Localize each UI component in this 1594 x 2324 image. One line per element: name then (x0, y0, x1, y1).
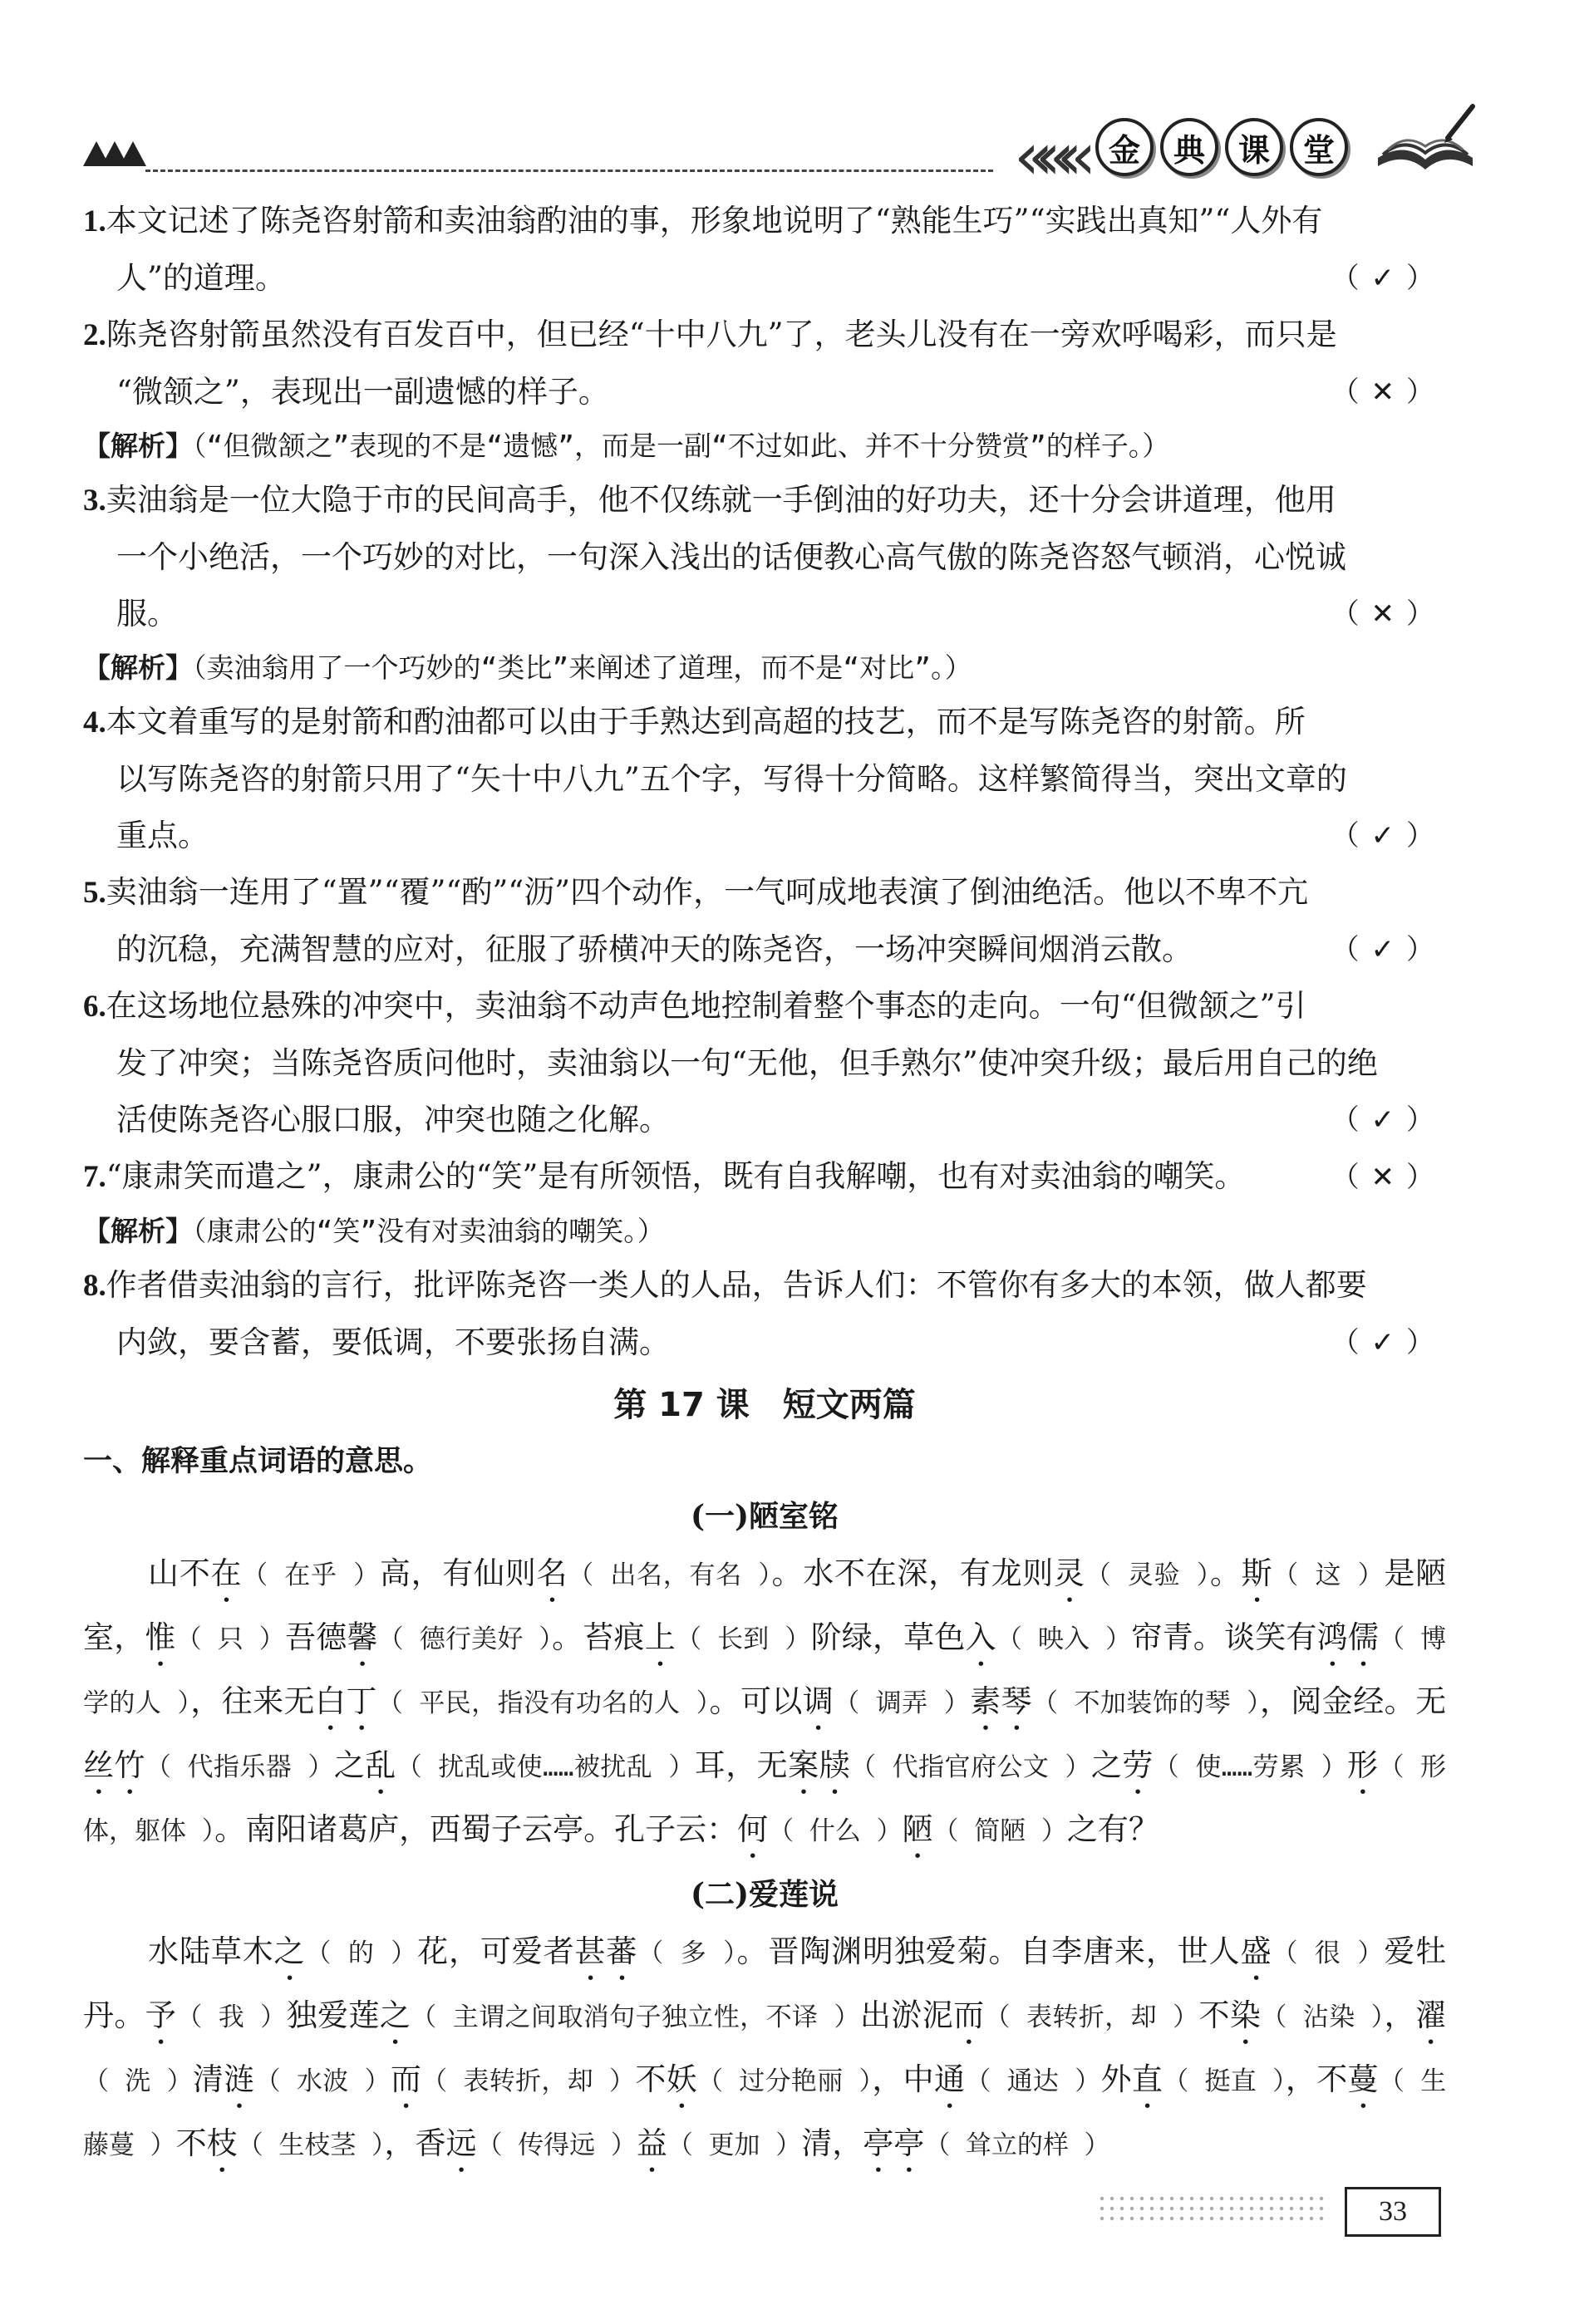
key-word: 直 (1131, 2061, 1164, 2097)
word-answer: （ 出名，有名 ） (568, 1560, 772, 1590)
word-answer: （ 灵验 ） (1085, 1560, 1210, 1590)
question-text: 作者借卖油翁的言行，批评陈尧咨一类人的人品，告诉人们：不管你有多大的本领，做人都要 (106, 1267, 1367, 1303)
answer-text: 我 (218, 2002, 245, 2032)
word-answer: （ 代指官府公文 ） (850, 1752, 1091, 1782)
word-answer: （ 生藤蔓 ） (83, 2066, 1447, 2160)
word-answer: （ 主谓之间取消句子独立性，不译 ） (411, 2002, 860, 2032)
question-number: 3. (83, 484, 106, 518)
chevrons-icon: ««« (1014, 120, 1079, 194)
question-text: 在这场地位悬殊的冲突中，卖油翁不动声色地控制着整个事态的走向。一句“但微颔之”引 (106, 988, 1306, 1024)
text-run: 之 (333, 1747, 366, 1783)
brand-logo (1095, 118, 1348, 176)
text-run: 清， (801, 2125, 863, 2161)
analysis-text: （卖油翁用了一个巧妙的“类比”来阐述了道理，而不是“对比”。） (193, 651, 972, 684)
question-line (83, 864, 1446, 921)
answer-text: 出名，有名 (610, 1560, 742, 1590)
book-pen-icon (1371, 100, 1479, 174)
analysis-note (83, 420, 1446, 472)
answer-text: 只 (217, 1624, 244, 1654)
text-run: 独爱莲 (286, 1997, 380, 2033)
question-line (83, 250, 1446, 307)
key-word: 斯 (1241, 1555, 1273, 1591)
question-text: 发了冲突；当陈尧咨质问他时，卖油翁以一句“无他，但手熟尔”使冲突升级；最后用自己的绝 (116, 1045, 1378, 1081)
brand-char: 金 (1095, 118, 1154, 176)
word-answer: （ 我 ） (176, 2002, 287, 2032)
answer-text: 灵验 (1127, 1560, 1181, 1590)
question-text: 重点。 (116, 818, 209, 853)
key-word: 枝 (206, 2125, 238, 2161)
word-answer: （ 传得远 ） (476, 2130, 637, 2160)
question-line (83, 586, 1446, 642)
text-run: ，阅金经。无 (1260, 1683, 1447, 1719)
question-line (83, 472, 1446, 529)
answer-text: 生枝茎 (278, 2130, 357, 2160)
question-text: 活使陈尧咨心服口服，冲突也随之化解。 (116, 1102, 670, 1137)
question-number: 6. (83, 990, 106, 1024)
word-answer: （ 形体，躯体 ） (83, 1752, 1447, 1846)
answer-mark: （✓） (1331, 262, 1446, 295)
footer-dot-pattern (1097, 2194, 1330, 2227)
word-answer: （ 代指乐器 ） (145, 1752, 334, 1782)
key-word: 惟 (145, 1619, 176, 1655)
key-word: 染 (1229, 1997, 1262, 2033)
text-title: (二)爱莲说 (690, 1877, 839, 1912)
word-answer: （ 博学的人 ） (83, 1624, 1447, 1718)
key-word: 之 (379, 1997, 411, 2033)
question-item (83, 307, 1446, 420)
question-line (83, 1148, 1446, 1206)
question-number: 7. (83, 1160, 106, 1194)
key-word: 远 (445, 2125, 477, 2161)
question-text: 一个小绝活，一个巧妙的对比，一句深入浅出的话便教心高气傲的陈尧咨怒气顿消，心悦诚 (116, 539, 1346, 575)
question-text: 人”的道理。 (116, 260, 286, 296)
brand-char: 课 (1225, 118, 1283, 176)
text-run: 出淤泥 (859, 1997, 954, 2033)
question-number: 1. (83, 204, 106, 238)
word-answer: （ 只 ） (175, 1624, 286, 1654)
question-line (83, 307, 1446, 364)
word-answer: （ 在乎 ） (242, 1560, 380, 1590)
word-answer: （ 过分艳丽 ） (696, 2066, 873, 2096)
answer-text: 表转折，却 (1026, 2002, 1158, 2032)
text-run: 爱牡丹。 (83, 1933, 1447, 2033)
key-word: 予 (145, 1997, 177, 2033)
question-item (83, 864, 1446, 978)
question-line (83, 1257, 1446, 1314)
word-answer: （ 挺直 ） (1163, 2066, 1286, 2096)
answer-mark: （✕） (1331, 597, 1446, 631)
answer-text: 平民，指没有功名的人 (419, 1688, 681, 1718)
text-run: 。苔痕 (552, 1619, 645, 1655)
text-run: 。南阳诸葛庐，西蜀子云亭。孔子云： (214, 1811, 738, 1847)
word-answer: （ 通达 ） (965, 2066, 1101, 2096)
text-run: 吾德 (285, 1619, 347, 1655)
text-run: 帘青。谈笑有 (1131, 1619, 1317, 1655)
word-answer: （ 耸立的样 ） (924, 2130, 1110, 2160)
answer-text: 表转折，却 (463, 2066, 594, 2096)
question-text: 卖油翁一连用了“置”“覆”“酌”“沥”四个动作，一气呵成地表演了倒油绝活。他以不卑不亢 (106, 874, 1309, 910)
answer-text: 使……劳累 (1195, 1752, 1306, 1782)
page-header (0, 0, 1594, 194)
brand-char: 典 (1160, 118, 1218, 176)
answer-text: 过分艳丽 (739, 2066, 844, 2096)
question-line (83, 751, 1446, 808)
answer-text: 水波 (296, 2066, 349, 2096)
key-word: 名 (536, 1555, 568, 1591)
text-run: 。可以 (709, 1683, 803, 1719)
key-word: 益 (636, 2125, 667, 2161)
question-line (83, 1092, 1446, 1148)
word-answer: （ 表转折，却 ） (984, 2002, 1199, 2032)
answer-text: 这 (1315, 1560, 1342, 1590)
word-answer: （ 扰乱或使……被扰乱 ） (396, 1752, 695, 1782)
text-run: 不 (635, 2061, 667, 2097)
text-run: 高，有仙则 (379, 1555, 537, 1591)
question-text: “康肃笑而遣之”，康肃公的“笑”是有所领悟，既有自我解嘲，也有对卖油翁的嘲笑。 (106, 1158, 1246, 1194)
page-number (1345, 2187, 1441, 2237)
answer-text: 的 (347, 1938, 375, 1968)
word-answer: （ 德行美好 ） (377, 1624, 553, 1654)
question-line (83, 808, 1446, 864)
analysis-tag: 【解析】 (83, 651, 193, 684)
answer-text: 形体，躯体 (83, 1752, 1447, 1846)
word-answer: （ 多 ） (637, 1938, 737, 1968)
text-run: 之有？ (1066, 1811, 1159, 1847)
question-item (83, 1148, 1446, 1206)
answer-mark: （✓） (1331, 819, 1446, 852)
main-content (83, 193, 1446, 2179)
question-line (83, 921, 1446, 978)
question-text: “微颔之”，表现出一副遗憾的样子。 (116, 374, 609, 410)
answer-mark: （✓） (1331, 933, 1446, 966)
question-line (83, 529, 1446, 586)
key-word: 而 (390, 2061, 422, 2097)
word-answer: （ 使……劳累 ） (1153, 1752, 1348, 1782)
question-item (83, 694, 1446, 864)
key-word: 调 (802, 1683, 834, 1719)
key-word: 上 (644, 1619, 676, 1655)
word-answer: （ 调弄 ） (834, 1688, 971, 1718)
answer-mark: （✕） (1331, 376, 1446, 409)
text-run: 外 (1100, 2061, 1132, 2097)
question-number: 5. (83, 876, 106, 910)
key-word: 濯 (1415, 1997, 1446, 2033)
triangle-icon (120, 141, 146, 166)
question-text: 内敛，要含蓄，要低调，不要张扬自满。 (116, 1324, 670, 1360)
key-word: 陋 (902, 1811, 933, 1847)
analysis-tag: 【解析】 (83, 430, 193, 462)
word-answer: （ 不加装饰的琴 ） (1031, 1688, 1260, 1718)
answer-text: 主谓之间取消句子独立性，不译 (452, 2002, 819, 2032)
text-run: 是陋室， (83, 1555, 1447, 1655)
brand-char: 堂 (1290, 118, 1348, 176)
answer-text: 不加装饰的琴 (1074, 1688, 1231, 1718)
word-answer: （ 什么 ） (768, 1816, 903, 1846)
key-word: 盛 (1240, 1933, 1272, 1969)
text-run: 。晋陶渊明独爱菊。自李唐来，世人 (736, 1933, 1241, 1969)
answer-text: 代指官府公文 (892, 1752, 1050, 1782)
text-run: 。 (1209, 1555, 1242, 1591)
question-item (83, 978, 1446, 1148)
key-word: 劳 (1122, 1747, 1154, 1783)
analysis-note (83, 642, 1446, 694)
answer-text: 耸立的样 (965, 2130, 1069, 2160)
answer-mark: （✕） (1331, 1161, 1446, 1194)
word-answer: （ 洗 ） (83, 2066, 193, 2096)
question-item (83, 472, 1446, 642)
text-title: (一)陋室铭 (690, 1499, 839, 1534)
key-word: 案牍 (788, 1747, 851, 1783)
word-answer: （ 表转折，却 ） (421, 2066, 636, 2096)
answer-text: 调弄 (875, 1688, 928, 1718)
classical-text (83, 1545, 1446, 1865)
analysis-text: （“但微颔之”表现的不是“遗憾”，而是一副“不过如此、并不十分赞赏”的样子。） (193, 430, 1170, 462)
key-word: 之 (273, 1933, 306, 1969)
key-word: 白丁 (314, 1683, 377, 1719)
text-run: ，香 (384, 2125, 446, 2161)
analysis-text: （康肃公的“笑”没有对卖油翁的嘲笑。） (193, 1215, 665, 1247)
answer-text: 通达 (1006, 2066, 1060, 2096)
question-line (83, 193, 1446, 250)
question-text: 陈尧咨射箭虽然没有百发百中，但已经“十中八九”了，老头儿没有在一旁欢呼喝彩，而只是 (106, 317, 1337, 352)
key-word: 蔓 (1347, 2061, 1379, 2097)
answer-text: 什么 (809, 1816, 861, 1846)
text-run: ，不 (1285, 2061, 1348, 2097)
word-answer: （ 沾染 ） (1261, 2002, 1385, 2032)
answer-text: 德行美好 (419, 1624, 524, 1654)
question-line (83, 364, 1446, 420)
question-text: 服。 (116, 596, 178, 631)
question-text: 本文着重写的是射箭和酌油都可以由于手熟达到高超的技艺，而不是写陈尧咨的射箭。所 (106, 704, 1306, 739)
word-answer: （ 长到 ） (675, 1624, 811, 1654)
key-word: 形 (1347, 1747, 1379, 1783)
question-text: 本文记述了陈尧咨射箭和卖油翁酌油的事，形象地说明了“熟能生巧”“实践出真知”“人外有 (106, 203, 1323, 238)
answer-text: 很 (1314, 1938, 1341, 1968)
question-number: 2. (83, 318, 106, 352)
key-word: 涟 (224, 2061, 255, 2097)
word-answer: （ 简陋 ） (932, 1816, 1067, 1846)
key-word: 丝竹 (83, 1747, 145, 1783)
answer-text: 长到 (717, 1624, 770, 1654)
question-line (83, 694, 1446, 751)
question-line (83, 978, 1446, 1035)
key-word: 灵 (1054, 1555, 1085, 1591)
answer-text: 在乎 (284, 1560, 337, 1590)
text-run: 不 (1198, 1997, 1230, 2033)
text-run: 。水不在深，有龙则 (771, 1555, 1055, 1591)
word-answer: （ 很 ） (1272, 1938, 1385, 1968)
question-text: 卖油翁是一位大隐于市的民间高手，他不仅练就一手倒油的好功夫，还十分会讲道理，他用 (106, 482, 1336, 518)
text-run: 山不 (148, 1555, 211, 1591)
answer-text: 映入 (1037, 1624, 1090, 1654)
key-word: 鸿儒 (1316, 1619, 1380, 1655)
text-run: ，中 (872, 2061, 934, 2097)
question-line (83, 1035, 1446, 1092)
page-number-text: 33 (1379, 2196, 1407, 2227)
answer-mark: （✓） (1331, 1103, 1446, 1137)
section-title: 一、解释重点词语的意思。 (83, 1445, 433, 1478)
word-answer: （ 这 ） (1272, 1560, 1385, 1590)
question-number: 4. (83, 705, 106, 739)
answer-text: 洗 (125, 2066, 151, 2096)
text-run: ， (1384, 1997, 1415, 2033)
key-word: 甚蕃 (574, 1933, 638, 1969)
classical-text (83, 1924, 1446, 2179)
question-item (83, 193, 1446, 307)
text-run: ，往来无 (190, 1683, 315, 1719)
question-number: 8. (83, 1269, 106, 1303)
key-word: 亭亭 (863, 2125, 925, 2161)
answer-text: 传得远 (518, 2130, 596, 2160)
answer-mark: （✓） (1331, 1326, 1446, 1359)
word-answer: （ 更加 ） (667, 2130, 802, 2160)
word-answer: （ 水波 ） (254, 2066, 391, 2096)
text-run: 不 (175, 2125, 207, 2161)
word-answer: （ 平民，指没有功名的人 ） (376, 1688, 710, 1718)
answer-text: 代指乐器 (187, 1752, 293, 1782)
text-run: 之 (1090, 1747, 1123, 1783)
question-line (83, 1314, 1446, 1371)
answer-text: 沾染 (1302, 2002, 1355, 2032)
key-word: 馨 (347, 1619, 378, 1655)
key-word: 何 (737, 1811, 769, 1847)
key-word: 在 (210, 1555, 243, 1591)
text-run: 阶绿，草色 (810, 1619, 966, 1655)
question-text: 的沉稳，充满智慧的应对，征服了骄横冲天的陈尧咨，一场冲突瞬间烟消云散。 (116, 931, 1193, 967)
word-answer: （ 映入 ） (996, 1624, 1132, 1654)
answer-text: 生藤蔓 (83, 2066, 1447, 2160)
lesson-title: 第 17 课 短文两篇 (613, 1386, 916, 1424)
key-word: 通 (933, 2061, 966, 2097)
answer-text: 扰乱或使……被扰乱 (438, 1752, 653, 1782)
text-run: 水陆草木 (148, 1933, 274, 1969)
header-divider (145, 170, 993, 172)
answer-text: 挺直 (1204, 2066, 1257, 2096)
text-run: 耳，无 (694, 1747, 789, 1783)
key-word: 素琴 (970, 1683, 1032, 1719)
text-run: 清 (192, 2061, 224, 2097)
answer-text: 简陋 (974, 1816, 1026, 1846)
analysis-tag: 【解析】 (83, 1215, 193, 1247)
text-run: 花，可爱者 (417, 1933, 575, 1969)
question-text: 以写陈尧咨的射箭只用了“矢十中八九”五个字，写得十分简略。这样繁简得当，突出文章的 (116, 761, 1347, 797)
key-word: 乱 (365, 1747, 396, 1783)
key-word: 入 (965, 1619, 996, 1655)
answer-text: 多 (680, 1938, 707, 1968)
word-answer: （ 的 ） (305, 1938, 418, 1968)
key-word: 妖 (666, 2061, 697, 2097)
analysis-note (83, 1206, 1446, 1257)
question-item (83, 1257, 1446, 1371)
answer-text: 博学的人 (83, 1624, 1447, 1718)
answer-text: 更加 (708, 2130, 760, 2160)
word-answer: （ 生枝茎 ） (237, 2130, 385, 2160)
key-word: 而 (953, 1997, 985, 2033)
